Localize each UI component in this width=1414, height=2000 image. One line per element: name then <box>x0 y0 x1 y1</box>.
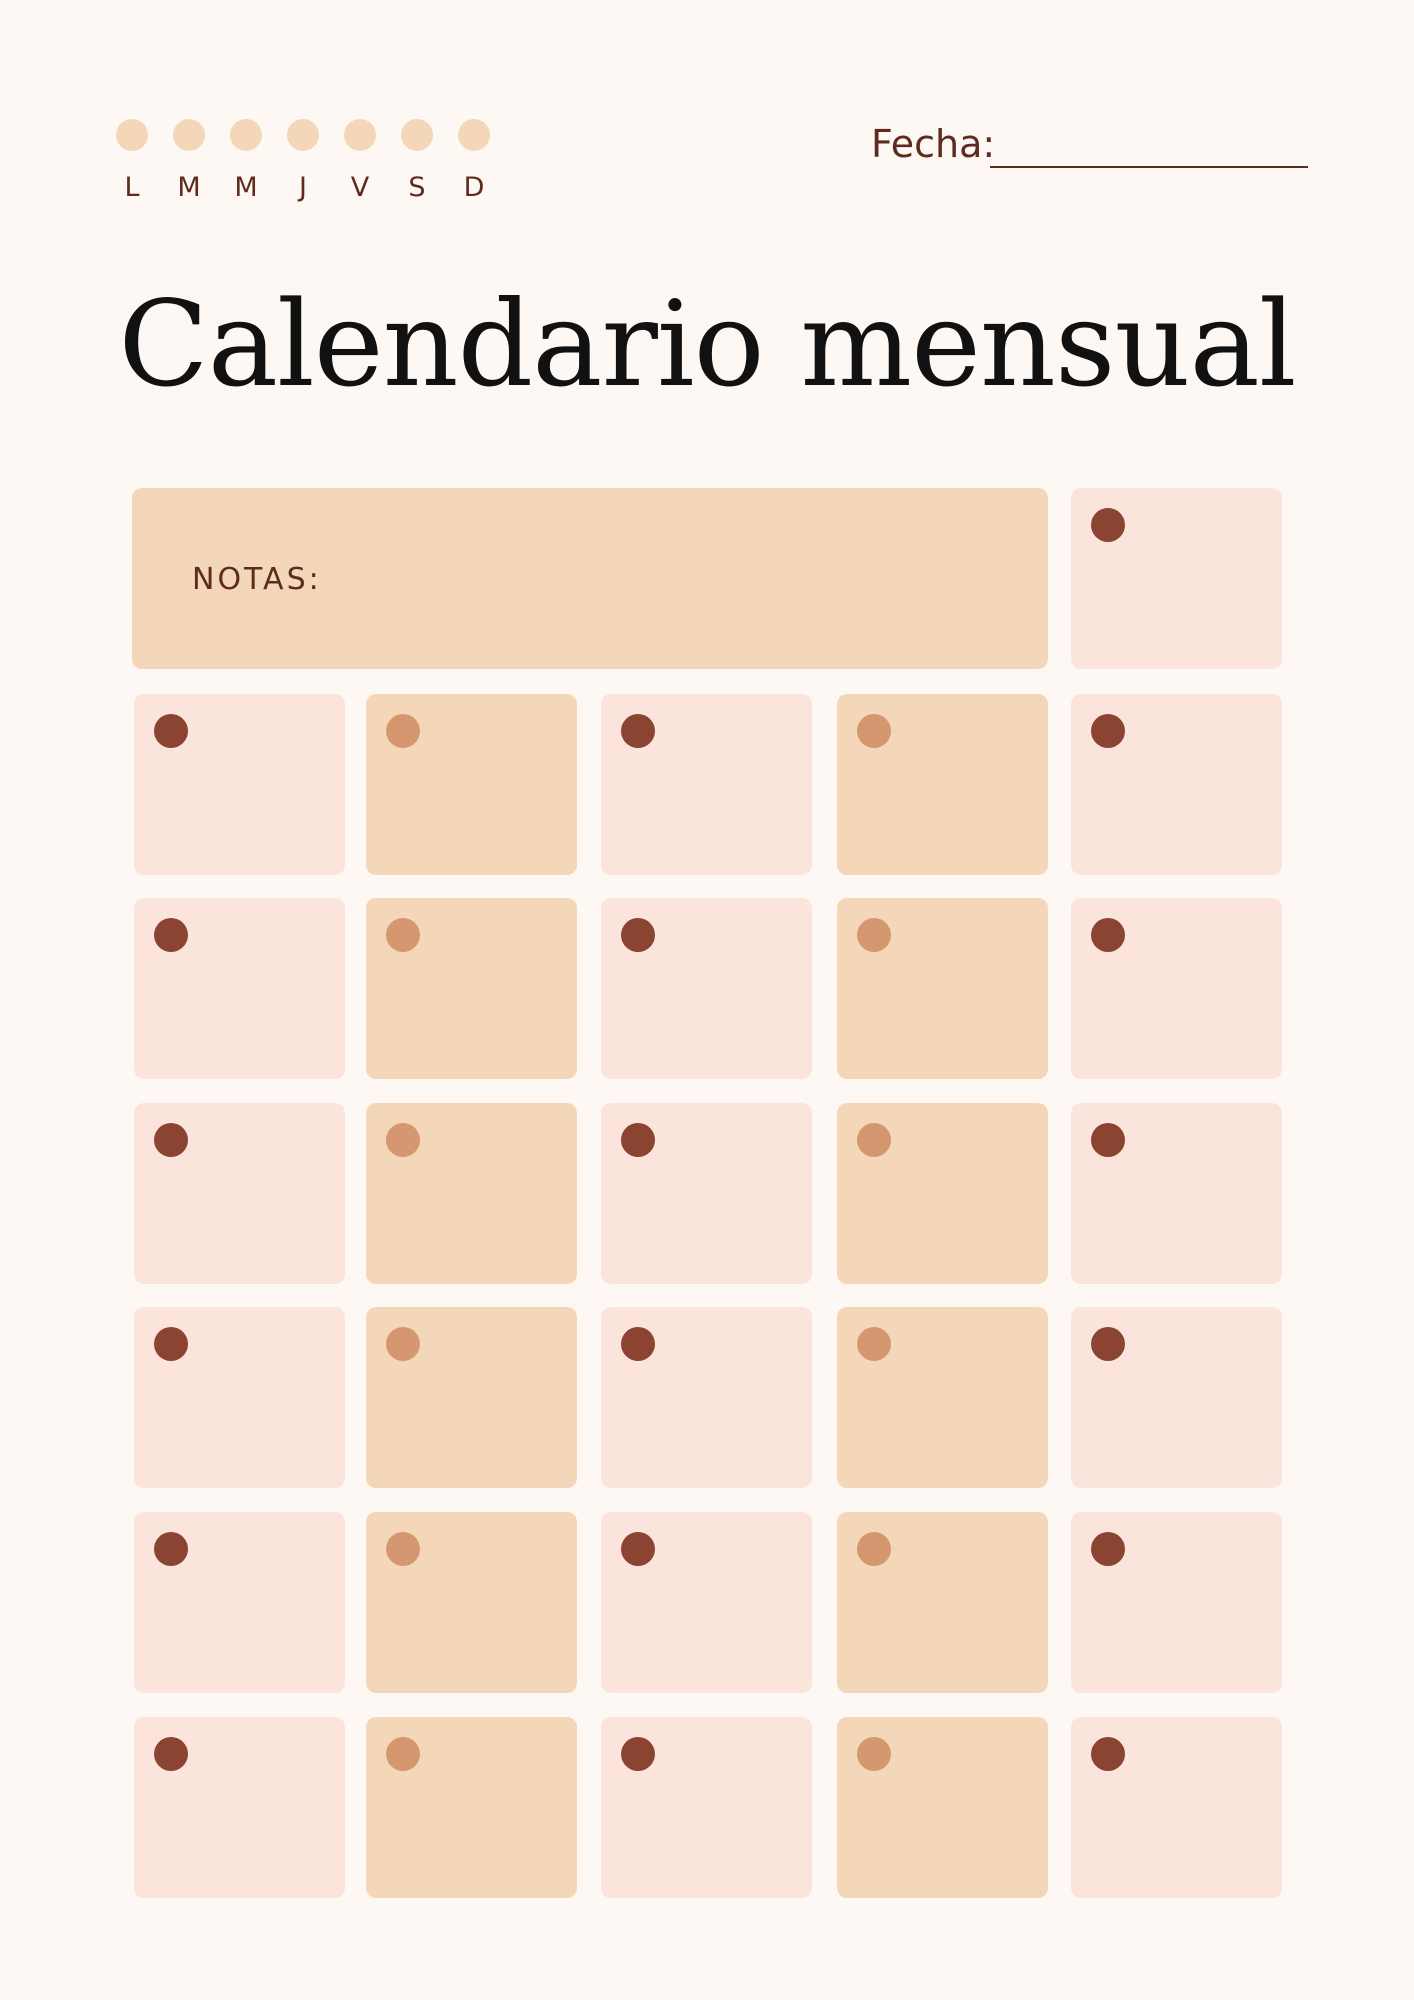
weekday-dot <box>287 119 319 151</box>
day-cell-r2-c2[interactable] <box>601 898 812 1079</box>
day-marker-dot <box>1091 508 1125 542</box>
day-marker-dot <box>386 1737 420 1771</box>
day-cell-r4-c3[interactable] <box>837 1307 1048 1488</box>
day-marker-dot <box>154 1327 188 1361</box>
day-marker-dot <box>621 918 655 952</box>
day-cell-r1-c1[interactable] <box>366 694 577 875</box>
day-marker-dot <box>857 1123 891 1157</box>
day-cell-r6-c2[interactable] <box>601 1717 812 1898</box>
date-label: Fecha: <box>871 122 996 166</box>
day-cell-r5-c0[interactable] <box>134 1512 345 1693</box>
weekday-dot <box>230 119 262 151</box>
day-marker-dot <box>386 918 420 952</box>
day-cell-r2-c3[interactable] <box>837 898 1048 1079</box>
weekday-dot <box>401 119 433 151</box>
day-marker-dot <box>1091 714 1125 748</box>
page-title: Calendario mensual <box>118 275 1296 413</box>
day-cell-r1-c2[interactable] <box>601 694 812 875</box>
day-cell-r4-c2[interactable] <box>601 1307 812 1488</box>
day-marker-dot <box>857 1737 891 1771</box>
day-cell-r4-c1[interactable] <box>366 1307 577 1488</box>
day-marker-dot <box>621 1532 655 1566</box>
day-marker-dot <box>621 1737 655 1771</box>
day-marker-dot <box>1091 1532 1125 1566</box>
day-cell-r3-c3[interactable] <box>837 1103 1048 1284</box>
day-cell-r3-c4[interactable] <box>1071 1103 1282 1284</box>
day-cell-r5-c4[interactable] <box>1071 1512 1282 1693</box>
weekday-letter: M <box>177 172 201 203</box>
weekday-letter: J <box>299 172 307 203</box>
day-marker-dot <box>386 1327 420 1361</box>
weekday-letter: M <box>234 172 258 203</box>
day-cell-r2-c0[interactable] <box>134 898 345 1079</box>
day-cell-r4-c4[interactable] <box>1071 1307 1282 1488</box>
day-marker-dot <box>386 1123 420 1157</box>
day-cell-r6-c3[interactable] <box>837 1717 1048 1898</box>
day-marker-dot <box>857 714 891 748</box>
weekday-dot <box>173 119 205 151</box>
day-cell-r3-c0[interactable] <box>134 1103 345 1284</box>
day-cell-r5-c3[interactable] <box>837 1512 1048 1693</box>
weekday-dot <box>344 119 376 151</box>
day-cell-r2-c4[interactable] <box>1071 898 1282 1079</box>
weekday-dot <box>116 119 148 151</box>
day-cell-r3-c1[interactable] <box>366 1103 577 1284</box>
weekday-letter: L <box>124 172 140 203</box>
weekday-letters <box>116 172 496 208</box>
day-cell-r1-c3[interactable] <box>837 694 1048 875</box>
day-cell-r0-c4[interactable] <box>1071 488 1282 669</box>
weekday-letter: V <box>350 172 370 203</box>
day-marker-dot <box>621 1123 655 1157</box>
day-cell-r1-c0[interactable] <box>134 694 345 875</box>
weekday-dots <box>116 119 496 149</box>
day-marker-dot <box>1091 1737 1125 1771</box>
day-marker-dot <box>154 714 188 748</box>
day-cell-r6-c0[interactable] <box>134 1717 345 1898</box>
day-cell-r2-c1[interactable] <box>366 898 577 1079</box>
day-marker-dot <box>857 1532 891 1566</box>
date-field-line[interactable] <box>990 166 1308 168</box>
day-marker-dot <box>154 1737 188 1771</box>
day-marker-dot <box>621 1327 655 1361</box>
day-cell-r4-c0[interactable] <box>134 1307 345 1488</box>
day-marker-dot <box>154 1123 188 1157</box>
weekday-letter: D <box>463 172 485 203</box>
day-marker-dot <box>386 714 420 748</box>
day-marker-dot <box>386 1532 420 1566</box>
day-cell-r5-c2[interactable] <box>601 1512 812 1693</box>
weekday-dot <box>458 119 490 151</box>
day-marker-dot <box>1091 1123 1125 1157</box>
day-cell-r6-c4[interactable] <box>1071 1717 1282 1898</box>
day-cell-r3-c2[interactable] <box>601 1103 812 1284</box>
notes-label: NOTAS: <box>192 562 322 597</box>
day-marker-dot <box>1091 1327 1125 1361</box>
day-marker-dot <box>154 1532 188 1566</box>
day-marker-dot <box>857 918 891 952</box>
day-marker-dot <box>621 714 655 748</box>
day-cell-r6-c1[interactable] <box>366 1717 577 1898</box>
day-cell-r1-c4[interactable] <box>1071 694 1282 875</box>
notes-box[interactable] <box>132 488 1048 669</box>
day-marker-dot <box>154 918 188 952</box>
day-marker-dot <box>857 1327 891 1361</box>
day-cell-r5-c1[interactable] <box>366 1512 577 1693</box>
weekday-letter: S <box>408 172 426 203</box>
day-marker-dot <box>1091 918 1125 952</box>
